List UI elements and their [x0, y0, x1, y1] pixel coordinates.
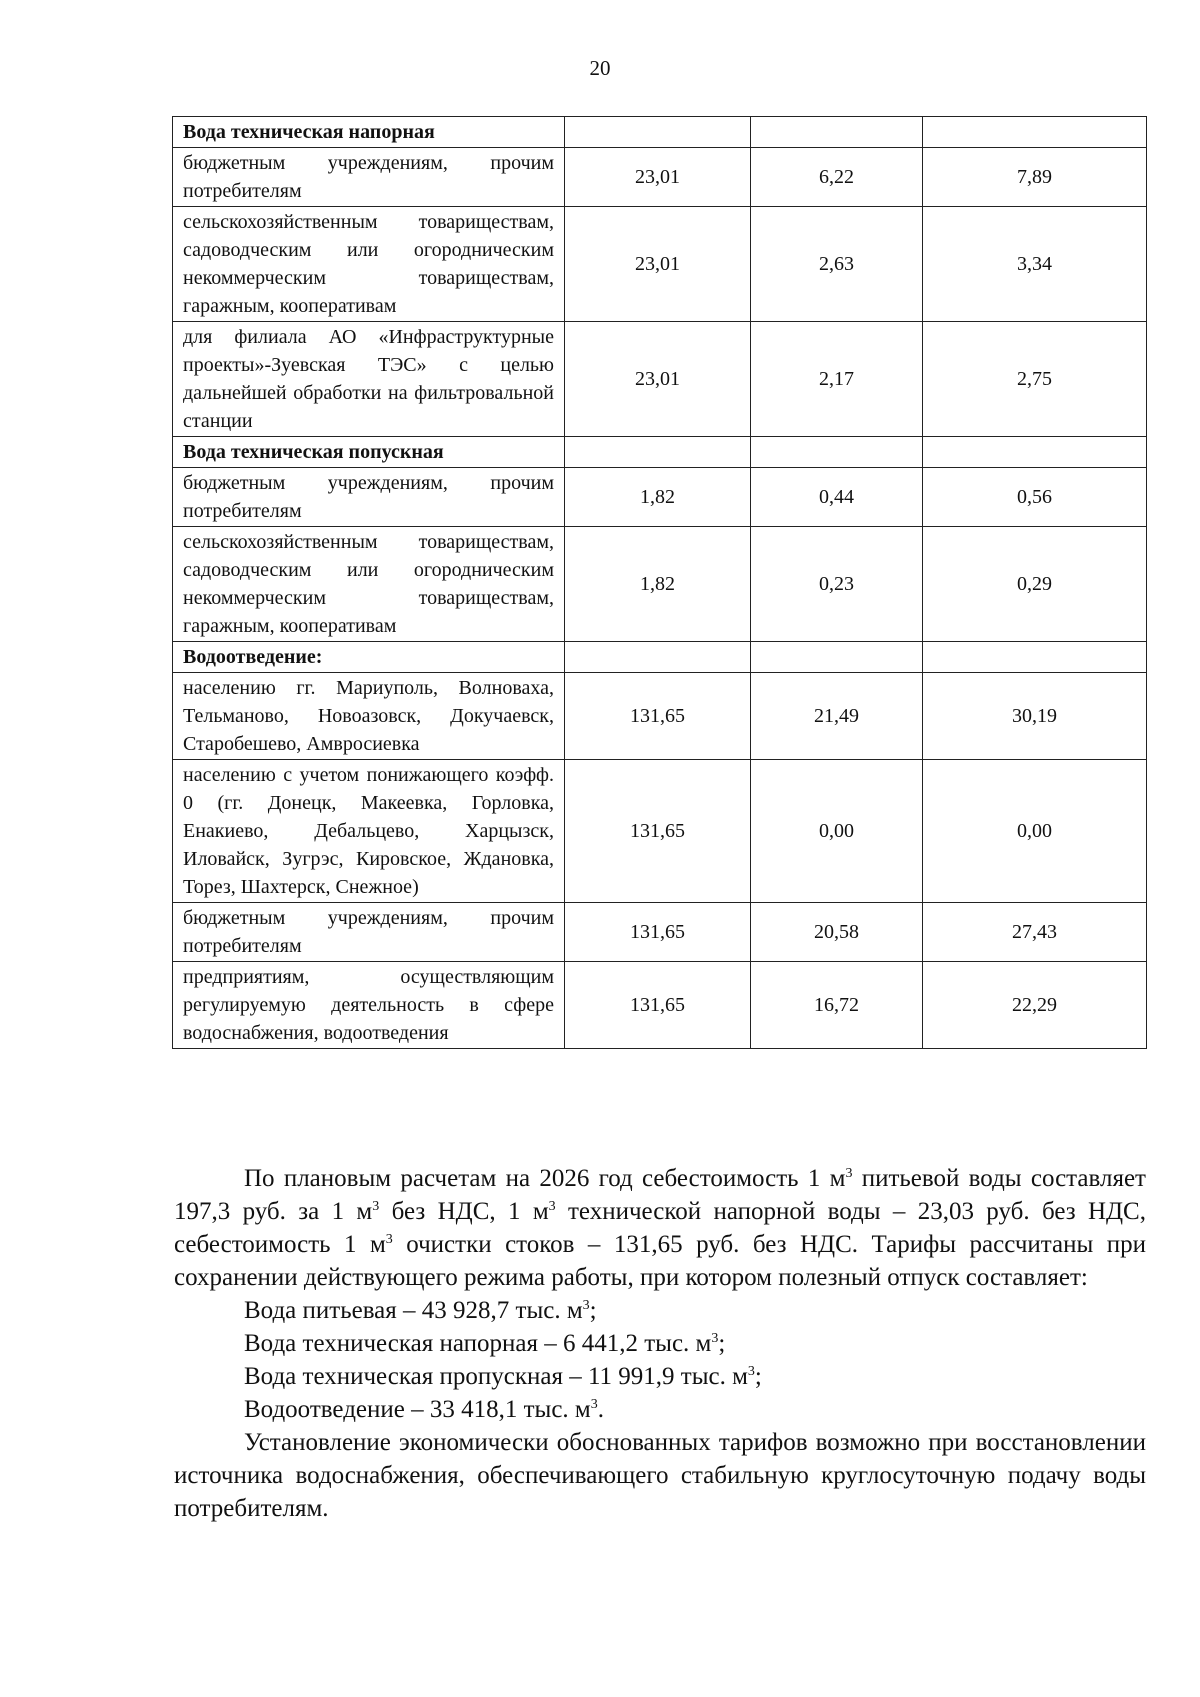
table-row [173, 903, 1147, 962]
cell-value: 16,72 [751, 962, 923, 1049]
cell-value: 0,29 [923, 527, 1147, 642]
cell-value: 0,56 [923, 468, 1147, 527]
body-text [174, 1162, 1146, 1525]
tariff-table [172, 116, 1147, 1049]
cell-value: 0,23 [751, 527, 923, 642]
cell-value: 21,49 [751, 673, 923, 760]
cell-value: 131,65 [565, 962, 751, 1049]
cell-value: 3,34 [923, 207, 1147, 322]
section-row [173, 117, 1147, 148]
cell-value: 6,22 [751, 148, 923, 207]
row-label: бюджетным учреждениям, прочим потребителям [173, 903, 565, 962]
cell-value: 22,29 [923, 962, 1147, 1049]
volume-line: Вода техническая пропускная – 11 991,9 тыс. $м^3$; [244, 1363, 762, 1390]
volume-line: Вода техническая напорная – 6 441,2 тыс. $м^3$; [244, 1330, 726, 1357]
row-label: бюджетным учреждениям, прочим потребителям [173, 468, 565, 527]
row-label: населению с учетом понижающего коэфф. 0 (гг. Донецк, Макеевка, Горловка, Енакиево, Дебальцево, Харцызск, Иловайск, Зугрэс, Кировское, Ждановка, Торез, Шахтерск, Снежное) [173, 760, 565, 903]
row-label: населению гг. Мариуполь, Волноваха, Тельманово, Новоазовск, Докучаевск, Старобешево, Амвросиевка [173, 673, 565, 760]
table-row [173, 673, 1147, 760]
table-row [173, 527, 1147, 642]
page-number: 20 [589, 56, 611, 80]
row-label: бюджетным учреждениям, прочим потребителям [173, 148, 565, 207]
cell-value: 1,82 [565, 468, 751, 527]
row-label: для филиала АО «Инфраструктурные проекты»-Зуевская ТЭС» с целью дальнейшей обработки на фильтровальной станции [173, 322, 565, 437]
table-row [173, 148, 1147, 207]
cell-value: 0,00 [923, 760, 1147, 903]
row-label: предприятиям, осуществляющим регулируемую деятельность в сфере водоснабжения, водоотведения [173, 962, 565, 1049]
section-label: Водоотведение: [173, 642, 565, 673]
cell-value: 0,00 [751, 760, 923, 903]
cell-value: 20,58 [751, 903, 923, 962]
section-label: Вода техническая попускная [173, 437, 565, 468]
conclusion-paragraph: Установление экономически обоснованных тарифов возможно при восстановлении источника водоснабжения, обеспечивающего стабильную круглосуточную подачу воды потребителям. [174, 1429, 1146, 1522]
cell-value: 30,19 [923, 673, 1147, 760]
cell-value: 131,65 [565, 673, 751, 760]
table-row [173, 468, 1147, 527]
row-label: сельскохозяйственным товариществам, садоводческим или огородническим некоммерческим товариществам, гаражным, кооперативам [173, 527, 565, 642]
section-label: Вода техническая напорная [173, 117, 565, 148]
cell-value: 23,01 [565, 322, 751, 437]
table-row [173, 207, 1147, 322]
section-row [173, 642, 1147, 673]
row-label: сельскохозяйственным товариществам, садоводческим или огородническим некоммерческим товариществам, гаражным, кооперативам [173, 207, 565, 322]
volume-line: Водоотведение – 33 418,1 тыс. $м^3$. [244, 1396, 605, 1423]
cell-value: 23,01 [565, 207, 751, 322]
cell-value: 0,44 [751, 468, 923, 527]
cell-value: 2,17 [751, 322, 923, 437]
cell-value: 131,65 [565, 903, 751, 962]
cell-value: 2,63 [751, 207, 923, 322]
cell-value: 2,75 [923, 322, 1147, 437]
cell-value: 23,01 [565, 148, 751, 207]
section-row [173, 437, 1147, 468]
table-row [173, 322, 1147, 437]
table-row [173, 760, 1147, 903]
cell-value: 131,65 [565, 760, 751, 903]
cell-value: 1,82 [565, 527, 751, 642]
volume-line: Вода питьевая – 43 928,7 тыс. $м^3$; [244, 1297, 597, 1324]
table-row [173, 962, 1147, 1049]
cell-value: 7,89 [923, 148, 1147, 207]
cell-value: 27,43 [923, 903, 1147, 962]
cost-paragraph: По плановым расчетам на 2026 год себестоимость 1 $м^3$ питьевой воды составляет 197,3 руб. за 1 $м^3$ без НДС, 1 $м^3$ технической напорной воды – 23,03 руб. без НДС, себестоимость 1 $м^3$ очистки стоков – 131,65 руб. без НДС. Тарифы рассчитаны при сохранении действующего режима работы, при котором полезный отпуск составляет: [174, 1165, 1146, 1291]
